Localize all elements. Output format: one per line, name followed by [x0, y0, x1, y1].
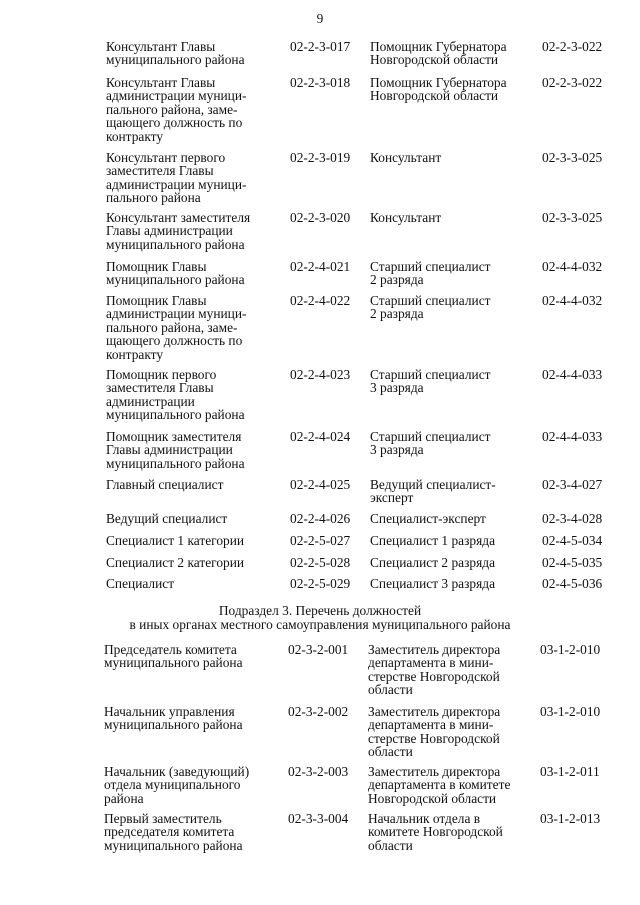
municipal-position: Первый заместитель председателя комитета муниципального района — [104, 811, 243, 853]
regional-position: Начальник отдела в комитете Новгородской области — [368, 811, 503, 853]
municipal-position: Председатель комитета муниципального района — [104, 642, 243, 671]
regional-position: Консультант — [370, 150, 442, 165]
municipal-code: 02-2-3-018 — [290, 75, 351, 90]
municipal-position: Консультант заместителя Главы администрации муниципального района — [106, 210, 251, 252]
regional-position: Старший специалист 3 разряда — [370, 367, 491, 396]
municipal-position: Консультант первого заместителя Главы администрации муници- пального района — [106, 150, 247, 206]
municipal-position: Ведущий специалист — [106, 511, 228, 526]
regional-position: Помощник Губернатора Новгородской области — [370, 39, 507, 68]
regional-position: Заместитель директора департамента в комитете Новгородской области — [368, 764, 511, 806]
municipal-code: 02-2-4-021 — [290, 259, 351, 274]
regional-code: 02-4-4-032 — [542, 293, 603, 308]
municipal-position: Консультант Главы администрации муници- пального района, заме- щающего должность по контракту — [106, 75, 247, 144]
page-number: 9 — [316, 11, 324, 26]
regional-position: Специалист-эксперт — [370, 511, 486, 526]
regional-position: Специалист 1 разряда — [370, 533, 496, 548]
municipal-position: Специалист 1 категории — [106, 533, 245, 548]
municipal-position: Главный специалист — [106, 477, 224, 492]
regional-code: 03-1-2-010 — [540, 704, 601, 719]
regional-position: Старший специалист 2 разряда — [370, 293, 491, 322]
regional-code: 02-4-4-032 — [542, 259, 603, 274]
municipal-code: 02-3-2-001 — [288, 642, 349, 657]
regional-code: 02-3-3-025 — [542, 150, 603, 165]
regional-code: 02-4-5-036 — [542, 576, 603, 591]
municipal-code: 02-2-4-024 — [290, 429, 351, 444]
municipal-code: 02-2-4-026 — [290, 511, 351, 526]
municipal-position: Помощник первого заместителя Главы администрации муниципального района — [106, 367, 245, 423]
municipal-code: 02-3-3-004 — [288, 811, 349, 826]
regional-code: 02-4-4-033 — [542, 367, 603, 382]
municipal-code: 02-2-4-022 — [290, 293, 351, 308]
regional-position: Консультант — [370, 210, 442, 225]
municipal-code: 02-2-5-029 — [290, 576, 351, 591]
municipal-position: Помощник заместителя Главы администрации муниципального района — [106, 429, 245, 471]
regional-code: 02-3-3-025 — [542, 210, 603, 225]
municipal-code: 02-2-3-020 — [290, 210, 351, 225]
regional-code: 02-4-5-035 — [542, 555, 603, 570]
municipal-code: 02-3-2-003 — [288, 764, 349, 779]
municipal-code: 02-2-5-028 — [290, 555, 351, 570]
regional-position: Ведущий специалист- эксперт — [370, 477, 496, 506]
regional-code: 02-3-4-028 — [542, 511, 603, 526]
municipal-code: 02-2-4-025 — [290, 477, 351, 492]
municipal-code: 02-2-4-023 — [290, 367, 351, 382]
regional-code: 02-2-3-022 — [542, 39, 603, 54]
municipal-code: 02-2-3-019 — [290, 150, 351, 165]
regional-position: Специалист 2 разряда — [370, 555, 496, 570]
regional-code: 03-1-2-013 — [540, 811, 601, 826]
regional-code: 02-3-4-027 — [542, 477, 603, 492]
municipal-position: Специалист 2 категории — [106, 555, 245, 570]
municipal-position: Помощник Главы муниципального района — [106, 259, 245, 288]
municipal-position: Начальник (заведующий) отдела муниципального района — [104, 764, 250, 806]
regional-position: Помощник Губернатора Новгородской области — [370, 75, 507, 104]
regional-code: 02-4-4-033 — [542, 429, 603, 444]
regional-code: 03-1-2-010 — [540, 642, 601, 657]
municipal-position: Консультант Главы муниципального района — [106, 39, 245, 68]
regional-position: Заместитель директора департамента в мини- стерстве Новгородской области — [368, 704, 501, 760]
municipal-code: 02-2-3-017 — [290, 39, 351, 54]
regional-position: Заместитель директора департамента в мини- стерстве Новгородской области — [368, 642, 501, 698]
regional-position: Старший специалист 2 разряда — [370, 259, 491, 288]
regional-position: Специалист 3 разряда — [370, 576, 496, 591]
regional-code: 02-4-5-034 — [542, 533, 603, 548]
regional-code: 03-1-2-011 — [540, 764, 600, 779]
municipal-position: Начальник управления муниципального района — [104, 704, 243, 733]
municipal-position: Помощник Главы администрации муници- пального района, заме- щающего должность по контракту — [106, 293, 247, 362]
municipal-code: 02-3-2-002 — [288, 704, 349, 719]
municipal-position: Специалист — [106, 576, 175, 591]
municipal-code: 02-2-5-027 — [290, 533, 351, 548]
regional-position: Старший специалист 3 разряда — [370, 429, 491, 458]
regional-code: 02-2-3-022 — [542, 75, 603, 90]
subsection-heading: Подраздел 3. Перечень должностей в иных органах местного самоуправления муниципального района — [129, 603, 511, 632]
